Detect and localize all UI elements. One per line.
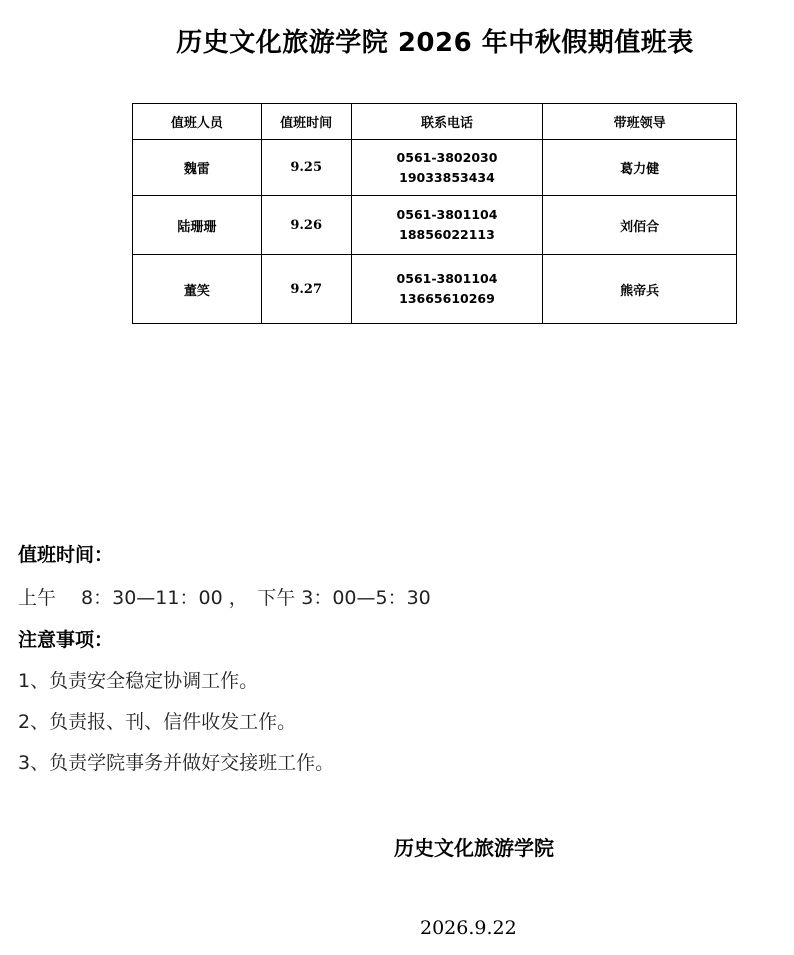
table-row xyxy=(133,196,737,255)
landline-number: 0561-3801104 xyxy=(396,207,498,222)
mobile-number: 13665610269 xyxy=(399,291,495,306)
phone-cell xyxy=(351,140,543,196)
table-row xyxy=(133,140,737,196)
mobile-number: 18856022113 xyxy=(399,227,495,242)
landline-number: 0561-3802030 xyxy=(396,149,498,165)
duty-person-cell: 魏雷 xyxy=(133,140,262,196)
note-item: 2、负责报、刊、信件收发工作。 xyxy=(18,711,297,733)
duty-person-cell: 董笑 xyxy=(133,255,262,324)
duty-date-cell: 9.27 xyxy=(261,255,351,324)
notes-label: 注意事项： xyxy=(18,629,114,651)
duty-date-cell: 9.26 xyxy=(261,196,351,255)
phone-cell xyxy=(351,255,543,324)
leader-cell: 刘佰合 xyxy=(543,196,737,255)
duty-time-label: 值班时间： xyxy=(18,544,114,566)
header-duty-date: 值班时间 xyxy=(261,104,351,140)
leader-cell: 熊帝兵 xyxy=(543,255,737,324)
header-phone: 联系电话 xyxy=(351,104,543,140)
header-leader: 带班领导 xyxy=(543,104,737,140)
signature-date: 2026.9.22 xyxy=(420,917,517,939)
leader-cell: 葛力健 xyxy=(543,140,737,196)
signature-org: 历史文化旅游学院 xyxy=(394,836,554,860)
phone-cell xyxy=(351,196,543,255)
note-item: 1、负责安全稳定协调工作。 xyxy=(18,670,259,692)
duty-table xyxy=(132,103,737,324)
duty-person-cell: 陆珊珊 xyxy=(133,196,262,255)
landline-number: 0561-3801104 xyxy=(396,271,498,286)
page-title: 历史文化旅游学院 2026 年中秋假期值班表 xyxy=(176,28,694,58)
duty-time-text: 上午 8：30—11：00 ， 下午 3：00—5：30 xyxy=(18,587,431,609)
note-item: 3、负责学院事务并做好交接班工作。 xyxy=(18,752,335,774)
mobile-number: 19033853434 xyxy=(399,169,495,185)
table-row xyxy=(133,255,737,324)
table-header-row xyxy=(133,104,737,140)
duty-date-cell: 9.25 xyxy=(261,140,351,196)
header-duty-person: 值班人员 xyxy=(133,104,262,140)
